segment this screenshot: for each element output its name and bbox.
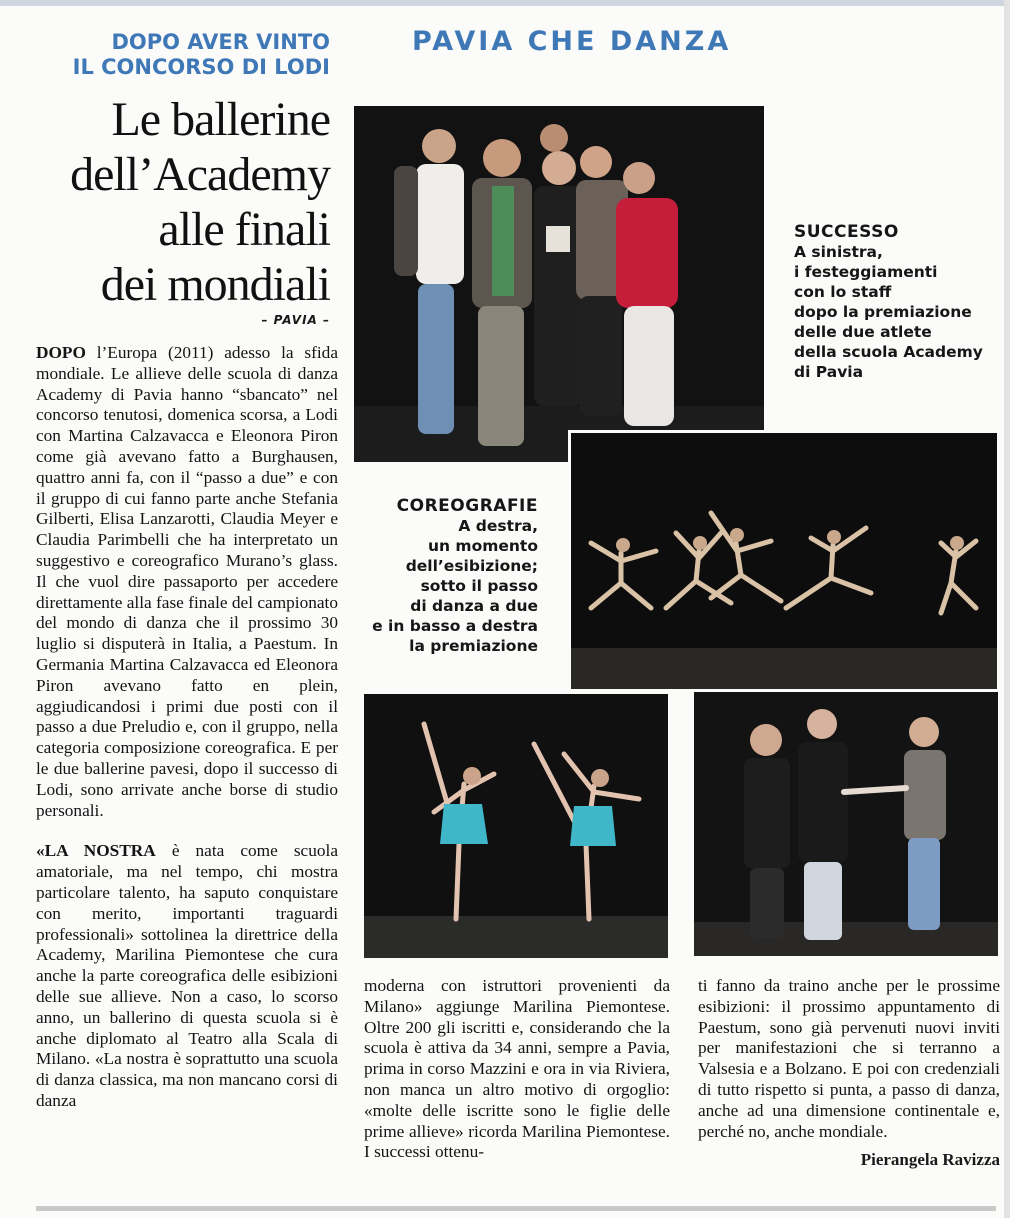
paragraph-1-text: l’Europa (2011) adesso la sfida mondiale. Le allieve delle scuola di danza Academy di Pavia hanno “sbancato” nel concorso tenutosi, domenica scorsa, a Lodi con Martina Calzavacca e Eleonora Piron come già avevano fatto a Burghausen, quattro anni fa, con il “passo a due” e con il gruppo di cui fanno parte anche Stefania Gilberti, Elisa Lanzarotti, Claudia Meyer e Claudia Parimbelli che ha interpretato un suggestivo e coreografico Murano’s glass. Il che vuol dire passaporto per accedere direttamente alla fase finale del campionato del mondo di danza che il prossimo 30 luglio si disputerà in Italia, a Paestum. In Germania Martina Calzavacca ed Eleonora Piron avevano fatto en plein, aggiudicandosi i primi due posti con il passo a due Preludio e, con il gruppo, nella categoria composizione coreografica. E per le due ballerine pavesi, dopo il successo di Lodi, sono arrivate anche borse di studio personali. bbox=[36, 343, 338, 820]
body-column-2 bbox=[364, 976, 670, 1163]
caption-choreography bbox=[360, 496, 538, 656]
paragraph-2 bbox=[36, 841, 338, 1111]
caption-success-line: della scuola Academy bbox=[794, 343, 983, 361]
paragraph-1-lead: DOPO bbox=[36, 343, 86, 362]
caption-choreography-head: COREOGRAFIE bbox=[396, 496, 538, 516]
headline-line-4: dei mondiali bbox=[100, 258, 330, 311]
caption-choreography-line: un momento bbox=[427, 537, 538, 555]
person-back bbox=[540, 124, 568, 152]
headline bbox=[20, 92, 330, 312]
caption-success-line: A sinistra, bbox=[794, 243, 883, 261]
byline: Pierangela Ravizza bbox=[860, 1150, 1000, 1169]
caption-success-line: delle due atlete bbox=[794, 323, 932, 341]
top-rule bbox=[0, 0, 1010, 6]
paragraph-2-text: è nata come scuola amatoriale, ma nel tempo, chi mostra particolare talento, ha saputo conquistare con merito, importanti traguardi professionali» sottolinea la direttrice della Academy, Marilina Piemontese che cura anche la parte coreografica delle esibizioni delle sue allieve. Non a caso, lo scorso anno, un ballerino di questa scuola si è anche diplomato al Teatro alla Scala di Milano. «La nostra è soprattutto una scuola di danza classica, ma non mancano corsi di danza bbox=[36, 841, 338, 1110]
caption-success-line: i festeggiamenti bbox=[794, 263, 938, 281]
bottom-rule bbox=[36, 1206, 996, 1211]
photo-choreography bbox=[568, 430, 997, 689]
caption-success-line: con lo staff bbox=[794, 283, 892, 301]
caption-choreography-line: e in basso a destra bbox=[372, 617, 538, 635]
photo-award-art bbox=[694, 692, 998, 956]
headline-line-2: dell’Academy bbox=[70, 148, 330, 201]
caption-success-line: di Pavia bbox=[794, 363, 864, 381]
body-column-1 bbox=[36, 343, 338, 1112]
photo-pas-de-deux-art bbox=[364, 694, 668, 958]
caption-choreography-line: di danza a due bbox=[410, 597, 538, 615]
photo-pas-de-deux bbox=[364, 694, 668, 958]
person-staff bbox=[472, 139, 532, 446]
headline-line-3: alle finali bbox=[158, 203, 330, 256]
caption-choreography-line: la premiazione bbox=[409, 637, 538, 655]
photo-celebration-art bbox=[354, 106, 764, 462]
scan-edge bbox=[1004, 0, 1010, 1218]
handshake bbox=[844, 788, 906, 792]
photo-award bbox=[694, 692, 998, 956]
caption-success bbox=[794, 222, 1004, 382]
dateline: – PAVIA – bbox=[261, 313, 330, 327]
caption-choreography-line: dell’esibizione; bbox=[405, 557, 538, 575]
paragraph-1 bbox=[36, 343, 338, 821]
caption-success-head: SUCCESSO bbox=[794, 222, 899, 242]
person-red-hoodie bbox=[616, 162, 678, 426]
caption-success-line: dopo la premiazione bbox=[794, 303, 972, 321]
photo-choreography-art bbox=[571, 433, 997, 689]
column-2-text: moderna con istruttori provenienti da Milano» aggiunge Marilina Piemontese. Oltre 200 gli iscritti e, considerando che la scuola è attiva da 34 anni, sempre a Pavia, prima in corso Mazzini e ora in via Riviera, non manca un altro motivo di orgoglio: «molte delle iscritte sono le figlie delle prime allieve» ricorda Marilina Piemontese. I successi ottenu- bbox=[364, 976, 670, 1162]
caption-choreography-line: A destra, bbox=[458, 517, 538, 535]
body-column-3 bbox=[698, 976, 1000, 1142]
paragraph-2-lead: «LA NOSTRA bbox=[36, 841, 156, 861]
kicker bbox=[40, 30, 330, 80]
kicker-line-1: DOPO AVER VINTO bbox=[111, 30, 330, 54]
kicker-line-2: IL CONCORSO DI LODI bbox=[72, 55, 330, 79]
award-person-center bbox=[798, 709, 848, 940]
column-3-text: ti fanno da traino anche per le prossime esibizioni: il prossimo appuntamento di Paestum, sono già pervenuti nuovi inviti per manifestazioni che si terranno a Valsesia e a Bolzano. E poi con credenziali di tutto rispetto si punta, a passo di danza, anche ad una dimensione continentale e, perché no, anche mondiale. bbox=[698, 976, 1000, 1141]
photo-celebration bbox=[354, 106, 764, 462]
caption-choreography-line: sotto il passo bbox=[420, 577, 538, 595]
section-label: PAVIA CHE DANZA bbox=[412, 26, 732, 57]
headline-line-1: Le ballerine bbox=[111, 93, 330, 146]
